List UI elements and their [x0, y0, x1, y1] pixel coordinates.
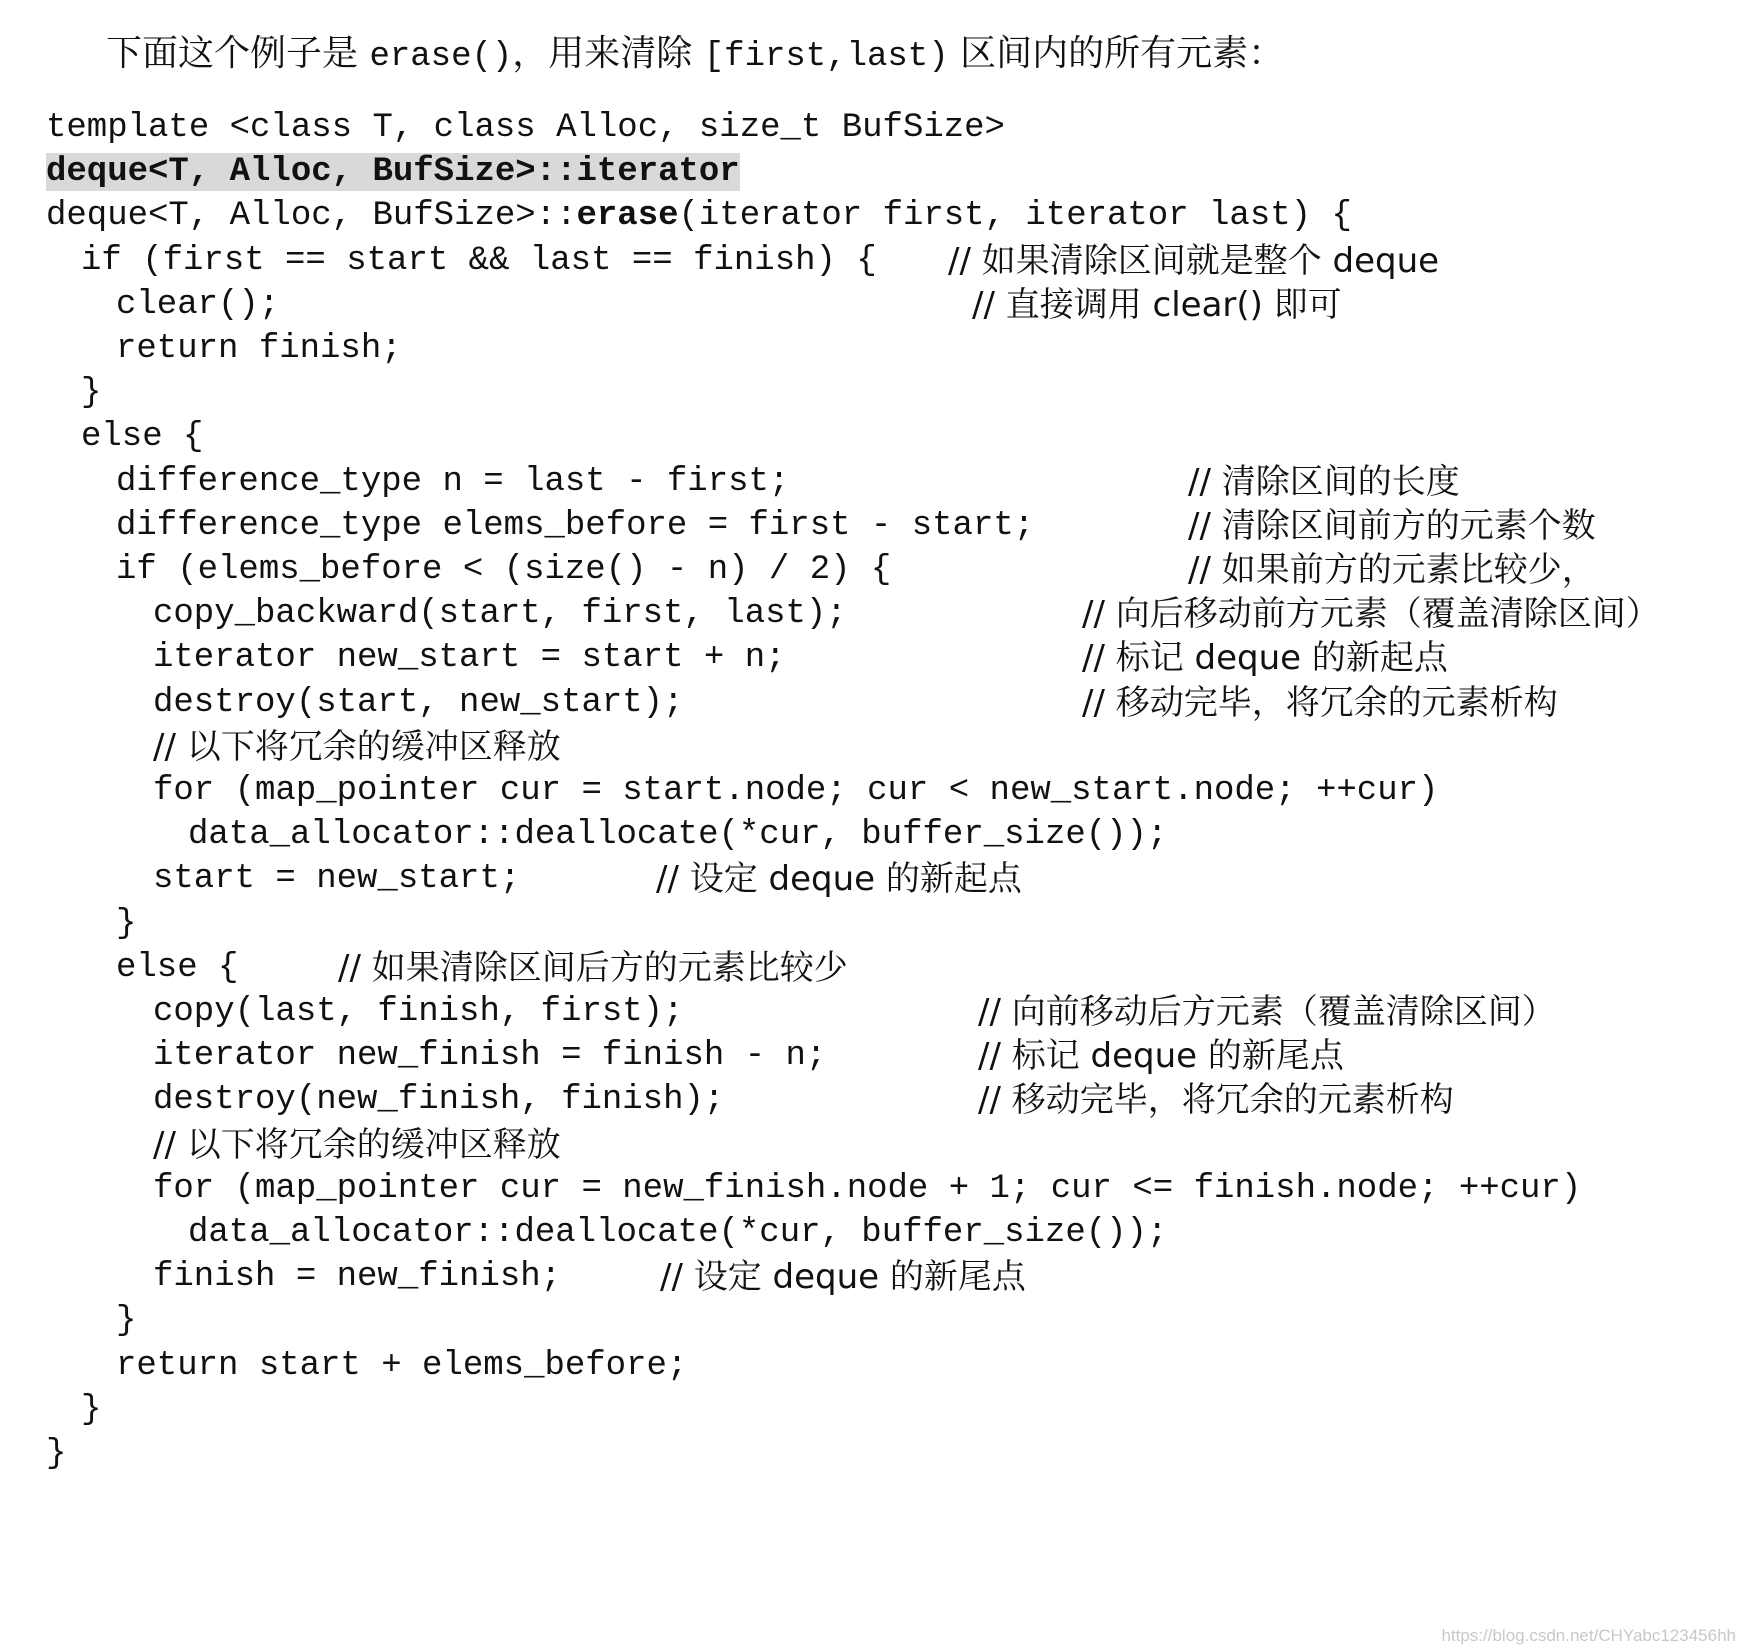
- code-line: [153, 1255, 602, 1299]
- code-line: [116, 1344, 687, 1388]
- code-text: }: [116, 904, 137, 943]
- code-comment: [1188, 548, 1596, 592]
- code-text: start = new_start;: [153, 860, 602, 899]
- code-comment: [948, 239, 1439, 283]
- code-text: for (map_pointer cur = new_finish.node + 1; cur <= finish.node; ++cur): [153, 1169, 1582, 1208]
- intro-prefix: 下面这个例子是: [106, 33, 359, 74]
- code-line: [116, 283, 279, 327]
- code-text-before: deque<T, Alloc, BufSize>::: [46, 197, 577, 236]
- code-text: }: [46, 1435, 67, 1473]
- code-comment: [1188, 460, 1460, 504]
- code-text: for (map_pointer cur = start.node; cur < new_start.node; ++cur): [153, 772, 1439, 810]
- comment-text: // 以下将冗余的缓冲区释放: [153, 726, 561, 767]
- code-comment: [972, 283, 1342, 327]
- code-line: [153, 1167, 1581, 1211]
- comment-text: // 清除区间的长度: [1188, 461, 1460, 502]
- comment-text: // 移动完毕，将冗余的元素析构: [1082, 682, 1558, 723]
- code-line: [188, 813, 1167, 857]
- code-line: [81, 415, 203, 459]
- code-line: [46, 106, 1005, 150]
- code-text: deque<T, Alloc, BufSize>::iterator: [46, 153, 740, 192]
- code-text: template <class T, class Alloc, size_t BufSize>: [46, 109, 1005, 147]
- code-line: [153, 1034, 826, 1078]
- code-text: finish = new_finish;: [153, 1258, 602, 1297]
- code-text: return finish;: [116, 330, 402, 368]
- code-text: data_allocator::deallocate(*cur, buffer_size());: [188, 1214, 1168, 1252]
- code-text: difference_type elems_before = first - start;: [116, 506, 1035, 545]
- code-line: [116, 548, 891, 592]
- code-text: }: [116, 1302, 137, 1341]
- code-text: difference_type n = last - first;: [116, 462, 790, 501]
- code-text: data_allocator::deallocate(*cur, buffer_size());: [188, 816, 1168, 855]
- code-text: destroy(new_finish, finish);: [153, 1081, 725, 1120]
- code-line: [116, 327, 402, 371]
- comment-text: // 标记 deque 的新尾点: [978, 1036, 1344, 1077]
- code-text: }: [81, 1390, 102, 1429]
- comment-text: // 移动完毕，将冗余的元素析构: [978, 1080, 1454, 1121]
- code-line: [153, 990, 684, 1034]
- comment-text: // 如果前方的元素比较少，: [1188, 550, 1596, 590]
- code-line: [153, 857, 602, 901]
- code-line: [153, 681, 684, 725]
- code-line: [116, 902, 136, 946]
- code-line: [116, 946, 320, 990]
- code-text: return start + elems_before;: [116, 1346, 688, 1385]
- code-line: [116, 1299, 136, 1343]
- code-text: else {: [116, 948, 321, 987]
- intro-middle: ，用来清除: [512, 33, 693, 74]
- code-line: [46, 1432, 66, 1476]
- intro-range: [first,last): [703, 38, 949, 76]
- code-text: iterator new_finish = finish - n;: [153, 1037, 827, 1076]
- code-line: [188, 1211, 1167, 1255]
- watermark-url: https://blog.csdn.net/CHYabc123456hh: [1441, 1626, 1736, 1645]
- code-text: if (first == start && last == finish) {: [81, 241, 898, 280]
- code-comment: [660, 1255, 1026, 1299]
- code-line: [46, 194, 1352, 238]
- code-text: copy(last, finish, first);: [153, 993, 684, 1031]
- comment-text: // 设定 deque 的新尾点: [660, 1257, 1026, 1298]
- comment-text: // 清除区间前方的元素个数: [1188, 505, 1596, 546]
- code-line: [153, 1078, 724, 1122]
- comment-text: // 以下将冗余的缓冲区释放: [153, 1124, 561, 1165]
- code-line: [153, 769, 1438, 813]
- comment-text: // 直接调用 clear() 即可: [972, 284, 1342, 325]
- comment-text: // 标记 deque 的新起点: [1082, 638, 1448, 679]
- code-text: else {: [81, 418, 204, 457]
- code-line: [153, 636, 786, 680]
- comment-text: // 向后移动前方元素（覆盖清除区间）: [1082, 594, 1660, 635]
- code-line: [116, 504, 1034, 548]
- comment-text: // 向前移动后方元素（覆盖清除区间）: [978, 992, 1556, 1032]
- code-line: [153, 592, 847, 636]
- code-line: [81, 239, 897, 283]
- code-text: destroy(start, new_start);: [153, 683, 684, 722]
- code-line: [153, 1123, 561, 1167]
- code-line: [81, 1388, 101, 1432]
- code-comment: [1082, 592, 1660, 636]
- code-comment: [978, 1034, 1344, 1078]
- code-comment: [978, 1078, 1454, 1122]
- code-text: clear();: [116, 285, 280, 324]
- code-line: [81, 371, 101, 415]
- code-comment: [656, 857, 1022, 901]
- code-text-bold: erase: [576, 197, 679, 236]
- code-line: [153, 725, 561, 769]
- comment-text: // 如果清除区间就是整个 deque: [948, 240, 1440, 281]
- intro-function-name: erase(): [369, 38, 513, 76]
- code-line: [46, 150, 740, 194]
- code-comment: [1082, 681, 1558, 725]
- code-text: [46, 197, 1352, 235]
- code-comment: [1188, 504, 1596, 548]
- comment-text: // 如果清除区间后方的元素比较少: [338, 947, 848, 988]
- code-comment: [1082, 636, 1448, 680]
- code-line: [116, 460, 789, 504]
- code-comment: [978, 990, 1556, 1034]
- code-text: }: [81, 374, 102, 413]
- code-text: iterator new_start = start + n;: [153, 639, 786, 678]
- code-text: if (elems_before < (size() - n) / 2) {: [116, 551, 892, 589]
- code-text-after: (iterator first, iterator last) {: [678, 197, 1352, 236]
- code-text: copy_backward(start, first, last);: [153, 595, 847, 634]
- comment-text: // 设定 deque 的新起点: [656, 859, 1022, 900]
- intro-suffix: 区间内的所有元素：: [960, 33, 1285, 74]
- code-comment: [338, 946, 848, 990]
